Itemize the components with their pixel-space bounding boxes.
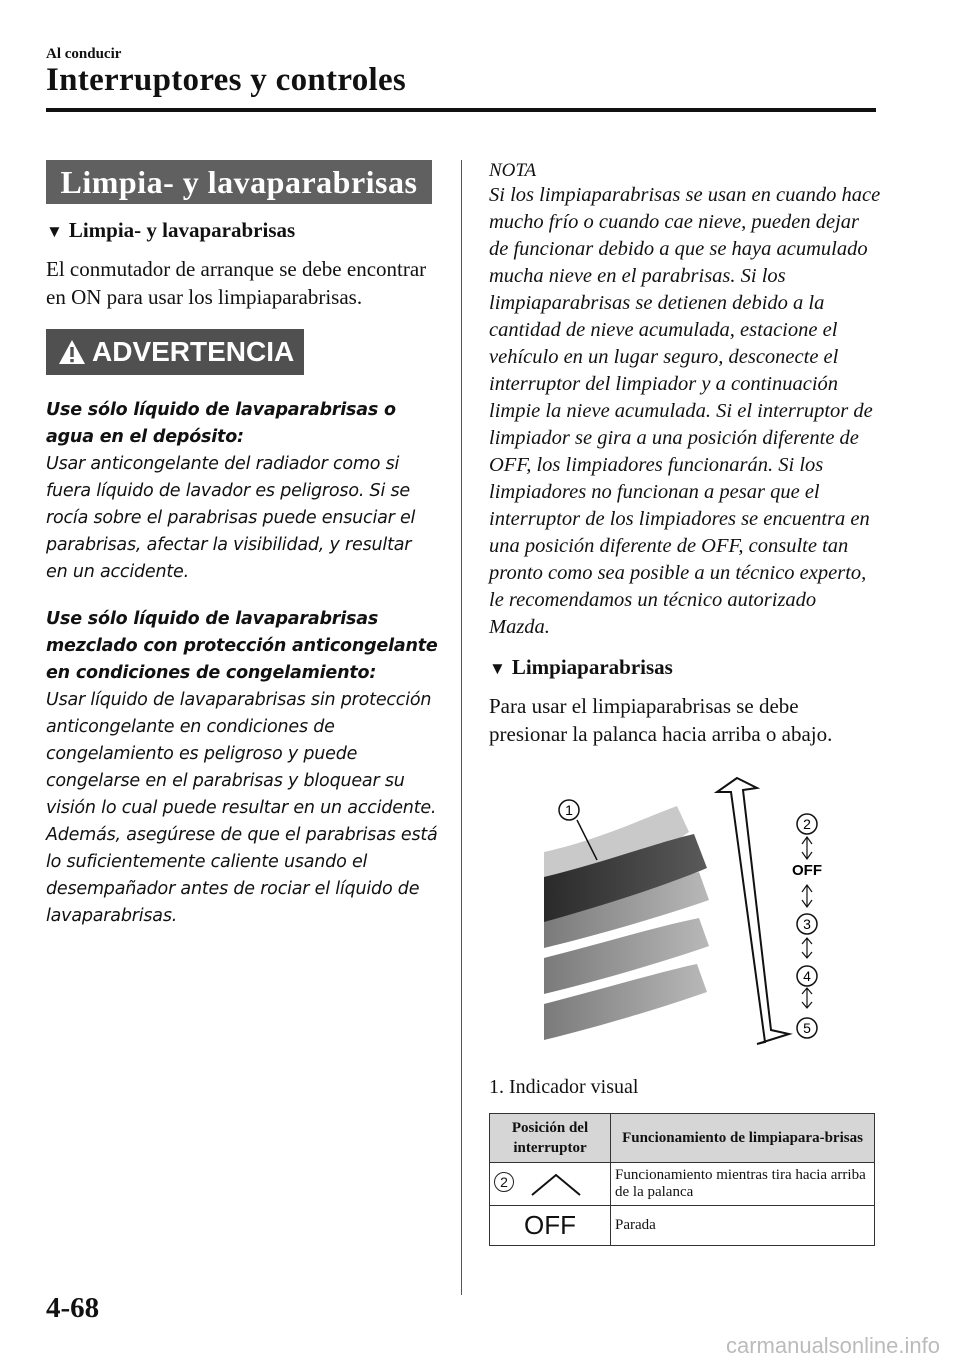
warning-1-text: Usar anticongelante del radiador como si fuera líquido de lavador es peligroso. Si se rocía sobre el parabrisas puede ensuciar el parabrisas, afectar la visibilidad, y resultar en un accidente. [46,454,416,582]
position-4: 4 [803,968,811,984]
section-title: Interruptores y controles [46,62,407,98]
table-cell-desc: Parada [611,1206,875,1246]
table-cell-position: OFF [490,1206,611,1246]
figure-caption: 1. Indicador visual [489,1076,639,1098]
warning-block-1 [46,397,438,930]
warning-2-heading: Use sólo líquido de lavaparabrisas mezclado con protección anticongelante en condiciones de congelamiento: [46,609,438,683]
position-off: OFF [792,862,822,879]
subhead-wipers [489,655,881,680]
subhead-washers [46,218,438,243]
table-cell-position [490,1163,611,1206]
chevron-up-icon [526,1171,586,1197]
table-header-operation: Funcionamiento de limpiapara-brisas [611,1114,875,1163]
right-column [489,160,881,1246]
subhead-text: Limpia- y lavaparabrisas [68,218,296,242]
warning-1-heading: Use sólo líquido de lavaparabrisas o agua en el depósito: [46,400,396,447]
triangle-down-icon: ▼ [46,222,63,241]
wiper-lever-illustration [489,772,869,1062]
warning-label: ADVERTENCIA [92,336,295,367]
warning-2-text: Usar líquido de lavaparabrisas sin protección anticongelante en condiciones de congelamiento es peligroso y puede congelarse en el parabrisas y bloquear su visión lo cual puede resultar en un accidente. Además, asegúrese de que el parabrisas está lo suficientemente caliente usando el desempañador antes de rociar el líquido de lavaparabrisas. [46,690,438,926]
page-number: 4-68 [46,1292,100,1324]
triangle-down-icon: ▼ [489,659,506,678]
table-cell-desc: Funcionamiento mientras tira hacia arriba de la palanca [611,1163,875,1206]
note-title: NOTA [489,160,537,181]
table-row [490,1206,875,1246]
wiper-lever-figure [489,772,869,1062]
intro-paragraph: El conmutador de arranque se debe encontrar en ON para usar los limpiaparabrisas. [46,257,427,309]
wiper-paragraph: Para usar el limpiaparabrisas se debe presionar la palanca hacia arriba o abajo. [489,694,833,746]
warning-triangle-icon [58,339,86,365]
note-text: Si los limpiaparabrisas se usan en cuando hace mucho frío o cuando cae nieve, pueden dejar de funcionar debido a que se haya acumulado mucha nieve en el parabrisas. Si los limpiaparabrisas se detienen debido a la cantidad de nieve acumulada, estacione el vehículo en un lugar seguro, desconecte el interruptor del limpiador y a continuación limpie la nieve acumulada. Si el interruptor de limpiador se gira a una posición diferente de OFF, los limpiadores funcionarán. Si los limpiadores no funcionan a pesar que el interruptor de los limpiadores se encuentra en una posición diferente de OFF, consulte tan pronto como sea posible a un técnico experto, le recomendamos un técnico autorizado Mazda. [489,184,881,638]
table-row [490,1163,875,1206]
position-3: 3 [803,916,811,932]
wiper-position-table [489,1113,875,1246]
header-rule [46,108,876,112]
position-5: 5 [803,1020,811,1036]
topic-title-band: Limpia- y lavaparabrisas [46,160,432,204]
chapter-label: Al conducir [46,46,122,62]
callout-1: 1 [565,802,573,818]
position-2: 2 [803,816,811,832]
left-column [46,160,438,930]
table-header-position: Posición del interruptor [490,1114,611,1163]
column-divider [461,160,462,1295]
subhead-text: Limpiaparabrisas [511,655,673,679]
watermark: carmanualsonline.info [725,1333,940,1358]
position-2-badge: 2 [494,1172,514,1192]
warning-badge [46,329,304,375]
